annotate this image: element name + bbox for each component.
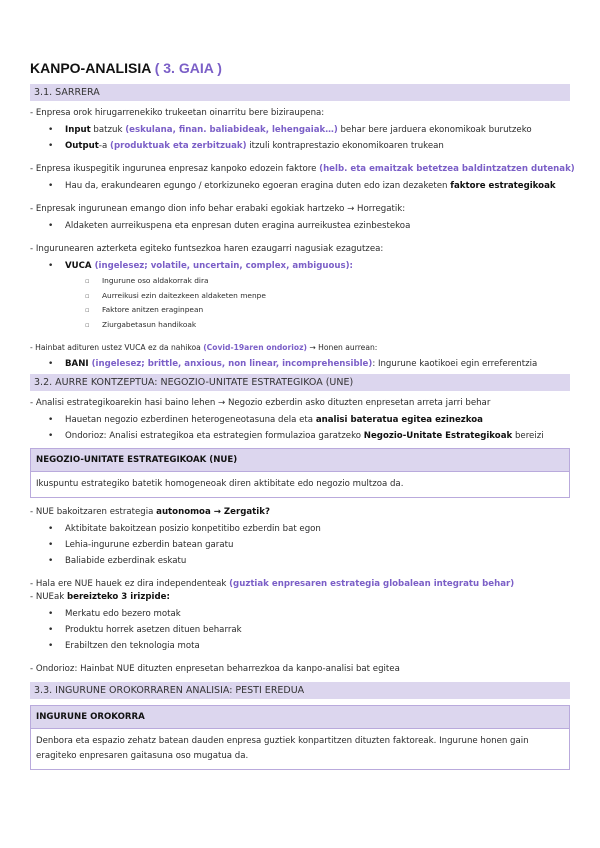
paragraph: - Analisi estrategikoarekin hasi baino lehen → Negozio ezberdin asko dituzten enpresetan arreta jarri behar (30, 398, 491, 408)
box-body: Denbora eta espazio zehatz batean dauden enpresa guztiek konpartitzen dituzten faktoreak. Ingurune honen gain eragiteko enpresaren gaitasuna oso mugatua da. (36, 736, 529, 761)
list-item: • VUCA (ingelesez; volatile, uncertain, complex, ambiguous): (30, 258, 570, 274)
paragraph: - Ingurunearen azterketa egiteko funtsezkoa haren ezaugarri nagusiak ezagutzea: (30, 244, 384, 254)
paragraph: - Enpresak ingurunean emango dion info behar erabaki egokiak hartzeko → Horregatik: (30, 204, 406, 214)
list-item: • Input batzuk (eskulana, finan. baliabideak, lehengaiak…) behar bere jarduera ekonomikoak burutzeko (30, 122, 570, 138)
paragraph: - NUE bakoitzaren estrategia autonomoa → Zergatik? (30, 507, 270, 517)
list-item: • Hauetan negozio ezberdinen heterogeneotasuna dela eta analisi bateratua egitea ezinezkoa (30, 412, 570, 428)
paragraph: - Enpresa ikuspegitik ingurunea enpresaz kanpoko edozein faktore (helb. eta emaitzak betetzea baldintzatzen dutenak) (30, 164, 575, 174)
list-item: • Baliabide ezberdinak eskatu (30, 553, 570, 569)
box-body: Ikuspuntu estrategiko batetik homogeneoak diren aktibitate edo negozio multzoa da. (36, 479, 404, 489)
box-heading: NEGOZIO-UNITATE ESTRATEGIKOAK (NUE) (31, 449, 569, 472)
title-tag: ( 3. GAIA ) (154, 60, 222, 76)
bullet-list (30, 356, 570, 372)
paragraph: - Enpresa orok hirugarrenekiko trukeetan oinarritu bere biziraupena: (30, 108, 325, 118)
box-heading: INGURUNE OROKORRA (31, 706, 569, 729)
bullet-list (30, 178, 570, 194)
page-title (30, 60, 570, 76)
list-item: • Aktibitate bakoitzean posizio konpetitibo ezberdin bat egon (30, 521, 570, 537)
document-page (30, 52, 575, 778)
list-item: • Hau da, erakundearen egungo / etorkizuneko egoeran eragina duten edo izan dezaketen faktore estrategikoak (30, 178, 570, 194)
list-item: • Ondorioz: Analisi estrategikoa eta estrategien formulazioa garatzeko Negozio-Unitate Estrategikoak bereizi (30, 428, 570, 444)
bullet-list (30, 521, 570, 569)
bullet-list (30, 122, 570, 154)
title-main: KANPO-ANALISIA (30, 60, 151, 76)
bullet-list (30, 606, 570, 654)
paragraph: - NUEak bereizteko 3 irizpide: (30, 592, 170, 602)
list-item: • Output-a (produktuak eta zerbitzuak) itzuli kontraprestazio ekonomikoaren trukean (30, 138, 570, 154)
sub-list-item: ▫ Faktore anitzen eraginpean (30, 303, 570, 318)
sub-list-item: ▫ Ziurgabetasun handikoak (30, 318, 570, 333)
paragraph: - Hala ere NUE hauek ez dira independenteak (guztiak enpresaren estrategia globalean integratu behar) (30, 579, 515, 589)
sub-list-item: ▫ Ingurune oso aldakorrak dira (30, 274, 570, 289)
list-item: • BANI (ingelesez; brittle, anxious, non linear, incomprehensible): Ingurune kaotikoei egin erreferentzia (30, 356, 570, 372)
paragraph: - Ondorioz: Hainbat NUE dituzten enpresetan beharrezkoa da kanpo-analisi bat egitea (30, 664, 400, 674)
paragraph: - Hainbat adituren ustez VUCA ez da nahikoa (Covid-19aren ondorioz) → Honen aurrean: (30, 343, 378, 352)
section-heading-une: 3.2. AURRE KONTZEPTUA: NEGOZIO-UNITATE ESTRATEGIKOA (UNE) (30, 374, 570, 391)
definition-box-ingurune (30, 705, 570, 770)
list-item: • Produktu horrek asetzen dituen beharrak (30, 622, 570, 638)
bullet-list (30, 218, 570, 234)
list-item: • Lehia-ingurune ezberdin batean garatu (30, 537, 570, 553)
section-heading-pesti: 3.3. INGURUNE OROKORRAREN ANALISIA: PESTI EREDUA (30, 682, 570, 699)
bullet-list (30, 412, 570, 444)
section-heading-sarrera: 3.1. SARRERA (30, 84, 570, 101)
list-item: • Erabiltzen den teknologia mota (30, 638, 570, 654)
definition-box-nue (30, 448, 570, 498)
list-item: • Merkatu edo bezero motak (30, 606, 570, 622)
list-item: • Aldaketen aurreikuspena eta enpresan duten eragina aurreikustea ezinbestekoa (30, 218, 570, 234)
sub-list-item: ▫ Aurreikusi ezin daitezkeen aldaketen menpe (30, 289, 570, 304)
bullet-list (30, 258, 570, 332)
